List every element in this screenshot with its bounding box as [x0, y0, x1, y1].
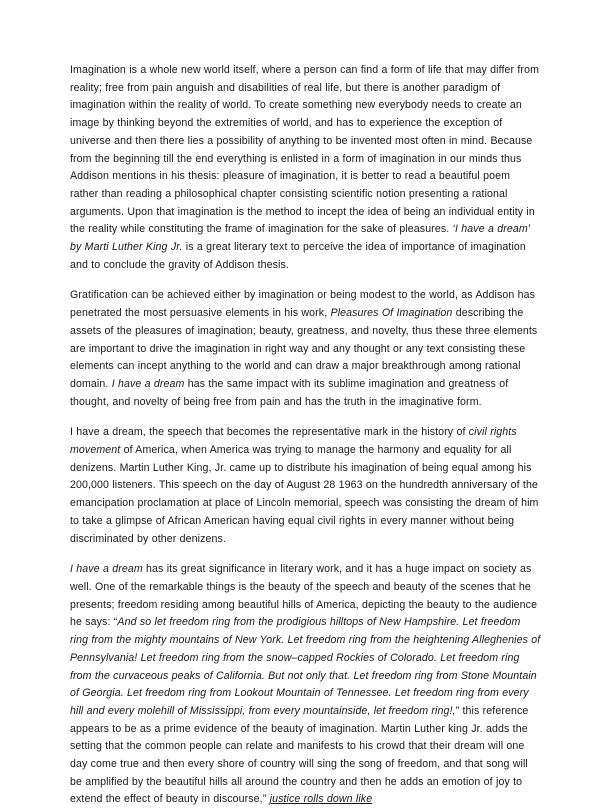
- emphasis-text: ‘I have a dream’ by Marti Luther King Jr.: [70, 223, 530, 254]
- emphasis-text: civil rights movement: [70, 426, 517, 457]
- body-text: of America, when America was trying to manage the harmony and equality for all denizens. Martin Luther King, Jr. came up to distribute his imagination of being equal among his 200,000 listeners. This speech on the day of August 28 1963 on the hundredth anniversary of the emancipation proclamation at place of Lincoln memorial, speech was consisting the dream of him to take a glimpse of African American having equal civil rights in every manner without being discriminated by other denizens.: [70, 444, 539, 545]
- body-text: I have a dream, the speech that becomes the representative mark in the history of: [70, 426, 469, 439]
- paragraph: [70, 561, 541, 809]
- body-text: Imagination is a whole new world itself, where a person can find a form of life that may differ from reality; free from pain anguish and disabilities of real life, but there is another paradigm of imagination within the reality of world. To create something new everybody needs to create an image by thinking beyond the extremities of world, and has to experience the exception of universe and then there lies a possibility of anything to be invented most often in mind. Because from the beginning till the end everything is enlisted in a form of imagination in our minds thus Addison mentions in his thesis: pleasure of imagination, it is better to read a beautiful poem rather than reading a philosophical chapter consisting scientific notion presenting a rational arguments. Upon that imagination is the method to incept the idea of being an individual entity in the reality while constituting the frame of imagination for the sake of pleasures.: [70, 64, 539, 236]
- body-text: is a great literary text to perceive the idea of importance of imagination and to conclude the gravity of Addison thesis.: [70, 241, 526, 271]
- paragraph: [70, 424, 541, 548]
- body-text: has its great significance in literary work, and it has a huge impact on society as well. One of the remarkable things is the beauty of the speech and beauty of the scenes that he presents; freedom residing among beautiful hills of America, depicting the beauty to the audience he says: “: [70, 563, 538, 629]
- body-text: describing the assets of the pleasures of imagination; beauty, greatness, and novelty, thus these three elements are important to drive the imagination in right way and any thought or any text consisting these elements can incept anything to the world and can draw a major breakthrough among rational domain.: [70, 307, 538, 390]
- emphasis-text: I have a dream: [111, 377, 185, 390]
- emphasis-text: And so let freedom ring from the prodigious hilltops of New Hampshire. Let freedom ring from the mighty mountains of New York. Let freedom ring from the heightening Alleghenies of Pennsylvania! Let freedom ring from the snow–capped Rockies of Colorado. Let freedom ring from the curvaceous peaks of California. But not only that. Let freedom ring from Stone Mountain of Georgia. Let freedom ring from Lookout Mountain of Tennessee. Let freedom ring from every hill and every molehill of Mississippi, from every mountainside, let freedom ring!,: [70, 616, 541, 717]
- body-text: ” this reference appears to be as a prime evidence of the beauty of imagination. Martin Luther king Jr. adds the setting that the common people can relate and manifests to his crowd that their dream will one day come true and then every shore of country will sing the song of freedom, and that song will be amplified by the beautiful hills all around the country and then he adds an emotion of joy to extend the effect of beauty in discourse,”: [70, 704, 529, 806]
- paragraph: [70, 287, 541, 411]
- body-text: Gratification can be achieved either by imagination or being modest to the world, as Addison has penetrated the most persuasive elements in his work,: [70, 289, 536, 320]
- document-text-column: [70, 62, 541, 809]
- paragraph: [70, 62, 541, 274]
- emphasis-underline-text: justice rolls down like: [269, 793, 373, 806]
- body-text: has the same impact with its sublime imagination and greatness of thought, and novelty of being free from pain and has the truth in the imaginative form.: [70, 377, 509, 408]
- emphasis-text: Pleasures Of Imagination: [330, 307, 453, 320]
- emphasis-text: I have a dream: [70, 563, 143, 576]
